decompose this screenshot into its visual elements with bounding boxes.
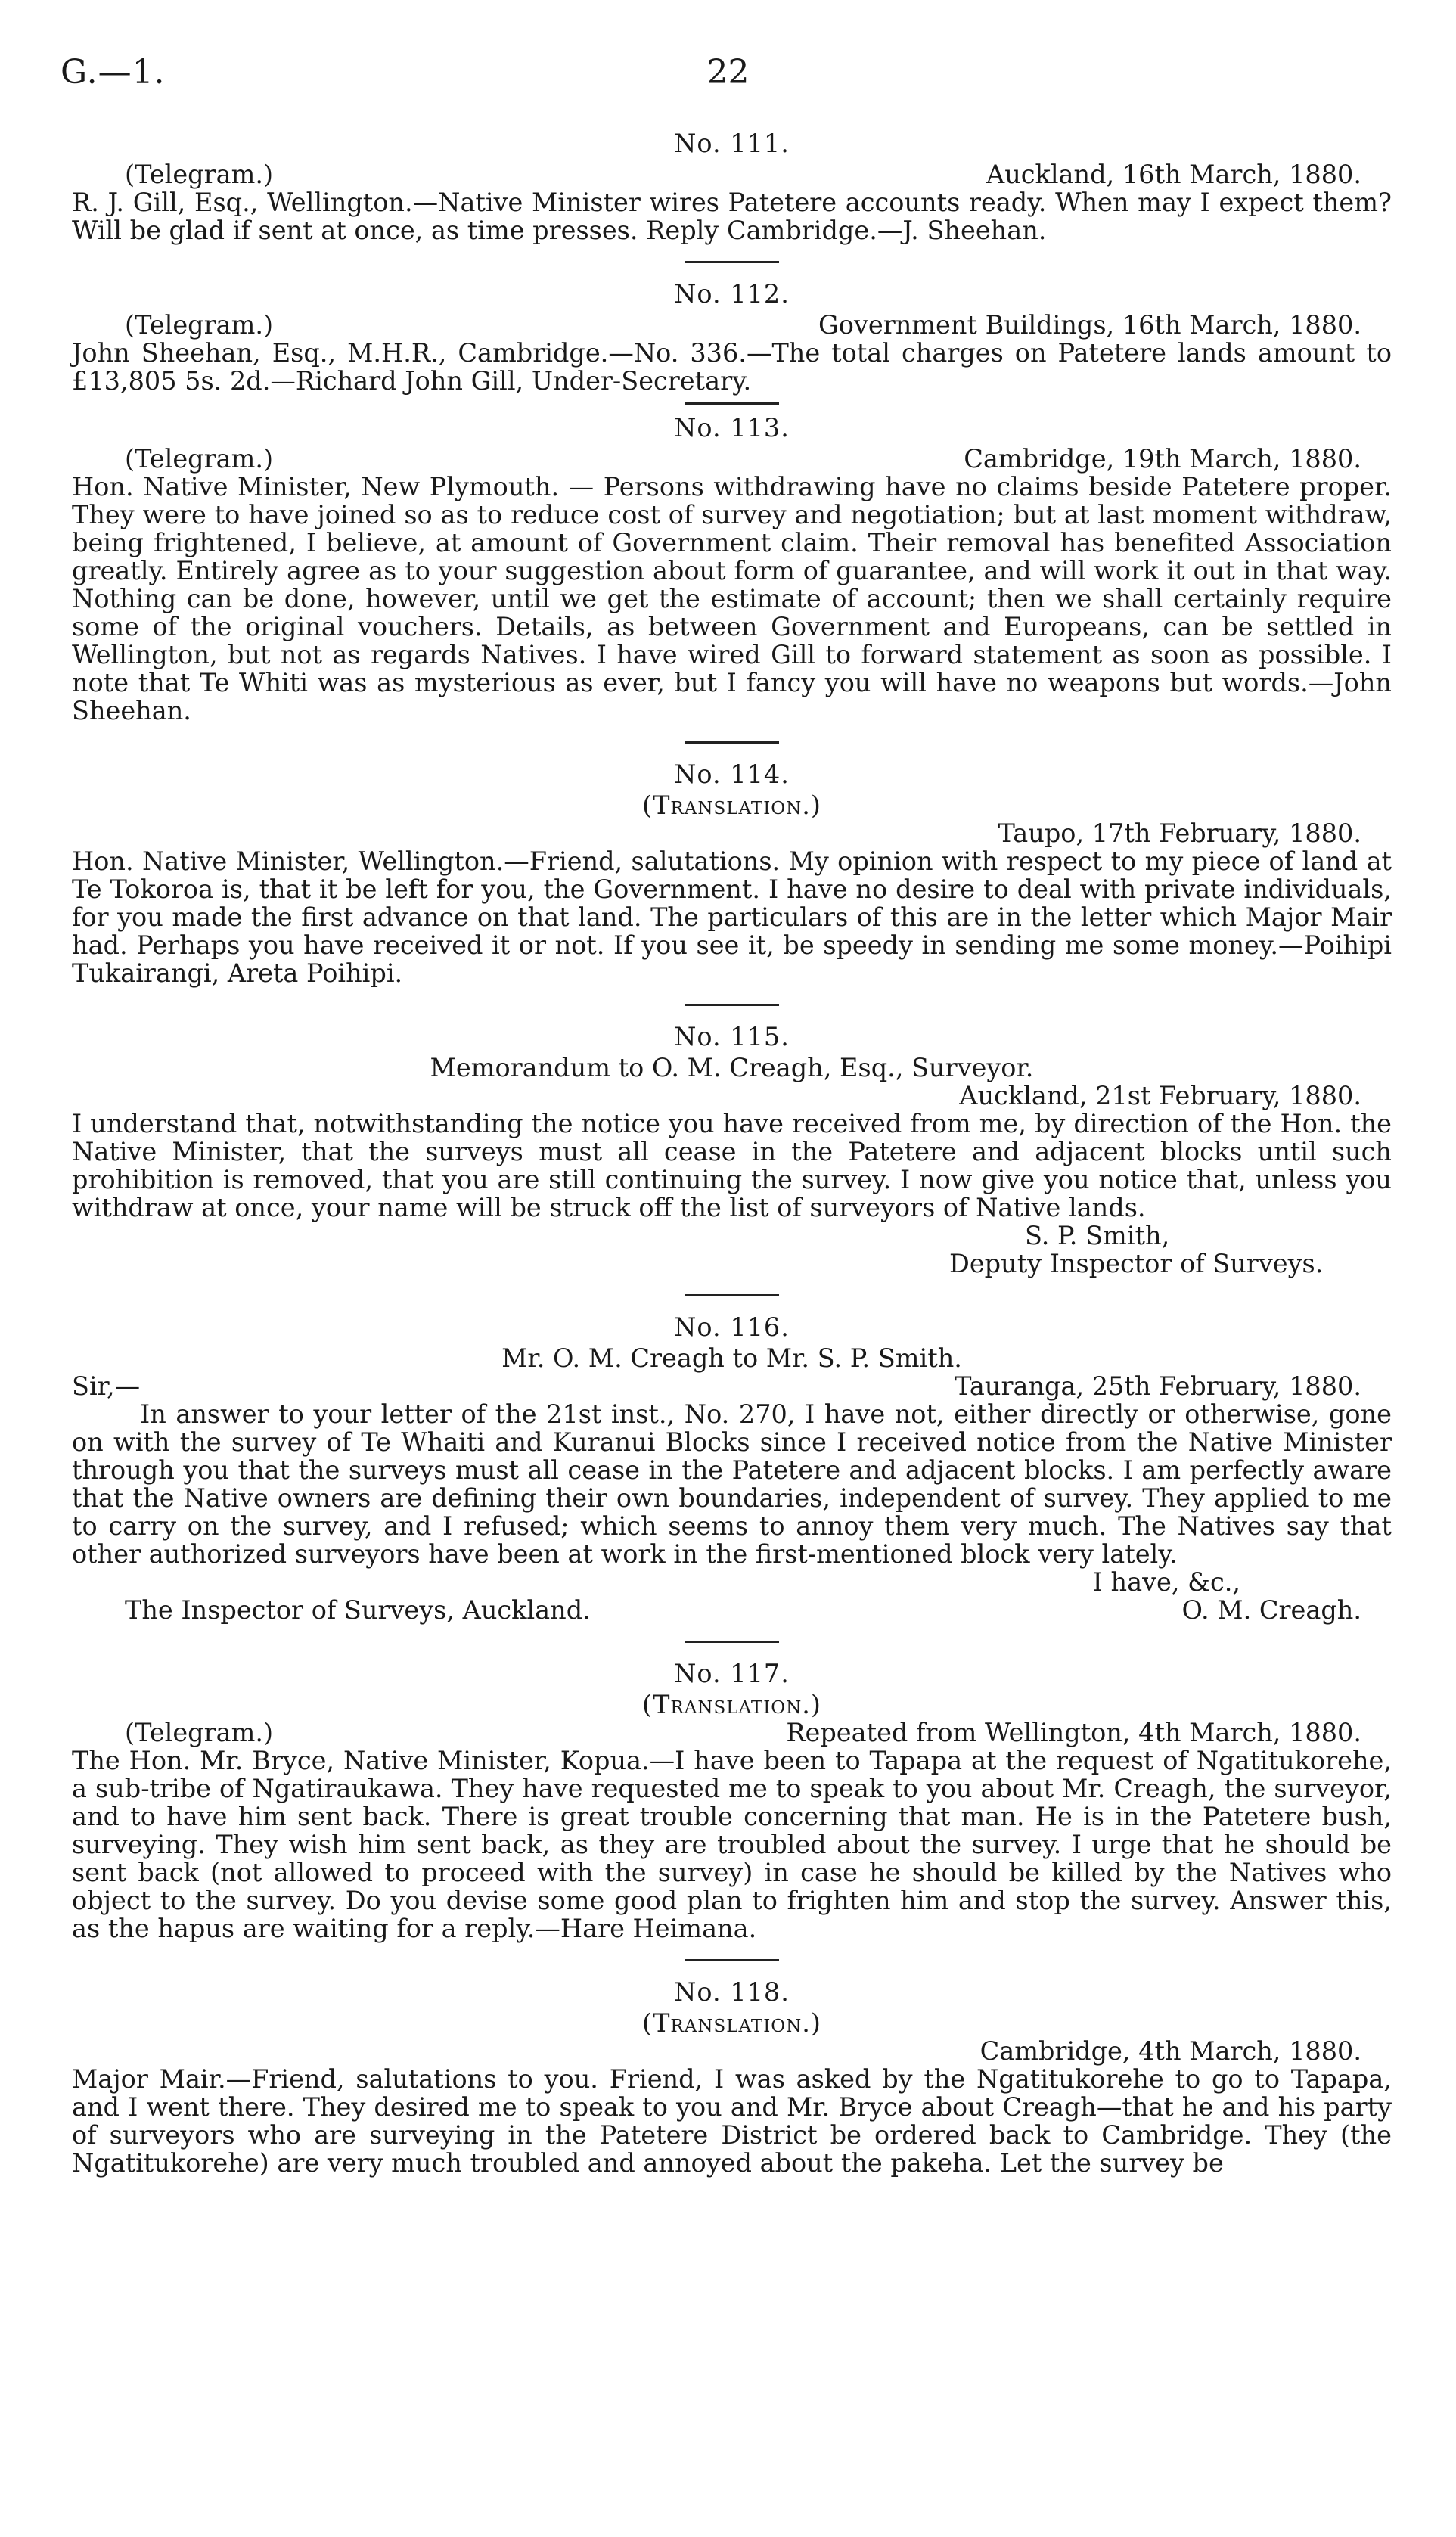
document-body (72, 125, 1392, 2177)
entry-117 (72, 1660, 1392, 1942)
entry-number: No. 111. (674, 129, 790, 158)
entry-text: John Sheehan, Esq., M.H.R., Cambridge.—No. 336.—The total charges on Patetere lands amount to £13,805 5s. 2d.—Richard John Gill, Under-Secretary. (72, 338, 1392, 396)
entry-number: No. 116. (674, 1312, 790, 1342)
page-header (0, 53, 1456, 106)
entry-number: No. 112. (674, 279, 790, 309)
closing: I have, &c., (1092, 1567, 1240, 1597)
letter-heading: Mr. O. M. Creagh to Mr. S. P. Smith. (501, 1343, 962, 1373)
separator-rule (685, 1959, 779, 1961)
place-date: Auckland, 21st February, 1880. (959, 1081, 1361, 1110)
place-date: Taupo, 17th February, 1880. (998, 818, 1361, 848)
signature-name: S. P. Smith, (1025, 1221, 1170, 1250)
sign-off-line (72, 1596, 1392, 1624)
dateline (72, 311, 1392, 339)
place-date: Auckland, 16th March, 1880. (986, 160, 1361, 189)
entry-111 (72, 129, 1392, 244)
separator-rule (685, 1004, 779, 1006)
entry-text: In answer to your letter of the 21st inst., No. 270, I have not, either directly or otherwise, gone on with the survey of Te Whaiti and Kuranui Blocks since I received notice from the Native Minister through you that the surveys must all cease in the Patetere and adjacent blocks. I am perfectly aware that the Native owners are defining their own boundaries, independent of survey. They applied to me to carry on the survey, and I refused; which seems to annoy them very much. The Natives say that other authorized surveyors have been at work in the first-mentioned block very lately. (72, 1399, 1392, 1569)
dateline (72, 1372, 1392, 1400)
entry-115 (72, 1023, 1392, 1278)
place-date: Cambridge, 4th March, 1880. (979, 2036, 1361, 2066)
place-date: Tauranga, 25th February, 1880. (955, 1371, 1361, 1401)
entry-text: Hon. Native Minister, New Plymouth. — Persons withdrawing have no claims beside Patetere proper. They were to have joined so as to reduce cost of survey and negotiation; but at last moment withdraw, being frightened, I believe, at amount of Government claim. Their removal has benefited Association greatly. Entirely agree as to your suggestion about form of guarantee, and will work it out in that way. Nothing can be done, however, until we get the estimate of account; then we shall certainly require some of the original vouchers. Details, as between Government and Europeans, can be settled in Wellington, but not as regards Natives. I have wired Gill to forward statement as soon as possible. I note that Te Whiti was as mysterious as ever, but I fancy you will have no weapons but words.—John Sheehan. (72, 472, 1392, 725)
telegram-label: (Telegram.) (125, 1718, 274, 1747)
telegram-label: (Telegram.) (125, 444, 274, 474)
entry-text: Major Mair.—Friend, salutations to you. Friend, I was asked by the Ngatitukorehe to go to Tapapa, and I went there. They desired me to speak to you and Mr. Bryce about Creagh—that he and his party of surveyors who are surveying in the Patetere District be ordered back to Cambridge. They (the Ngatitukorehe) are very much troubled and annoyed about the pakeha. Let the survey be (72, 2064, 1392, 2178)
entry-116 (72, 1313, 1392, 1624)
telegram-label: (Telegram.) (125, 310, 274, 340)
place-date: Government Buildings, 16th March, 1880. (818, 310, 1361, 340)
telegram-label: (Telegram.) (125, 160, 274, 189)
entry-number: No. 118. (674, 1977, 790, 2007)
entry-number: No. 117. (674, 1659, 790, 1688)
entry-text: Hon. Native Minister, Wellington.—Friend, salutations. My opinion with respect to my piece of land at Te Tokoroa is, that it be left for you, the Government. I have no desire to deal with private individuals, for you made the first advance on that land. The particulars of this are in the letter which Major Mair had. Perhaps you have received it or not. If you see it, be speedy in sending me some money.—Poihipi Tukairangi, Areta Poihipi. (72, 846, 1392, 988)
entry-114 (72, 760, 1392, 987)
signature-title: Deputy Inspector of Surveys. (949, 1249, 1324, 1278)
entry-number: No. 114. (674, 759, 790, 789)
translation-label: (Translation.) (642, 2008, 821, 2038)
page-number: 22 (706, 53, 750, 92)
translation-label: (Translation.) (642, 1690, 821, 1719)
entry-number: No. 113. (674, 413, 790, 442)
translation-label: (Translation.) (642, 790, 821, 820)
separator-rule (685, 1641, 779, 1643)
dateline (72, 1719, 1392, 1747)
entry-112 (72, 280, 1392, 395)
separator-rule (685, 741, 779, 744)
entry-text: I understand that, notwithstanding the notice you have received from me, by direction of the Hon. the Native Minister, that the surveys must all cease in the Patetere and adjacent blocks until such prohibition is removed, that you are still continuing the survey. I now give you notice that, unless you withdraw at once, your name will be struck off the list of surveyors of Native lands. (72, 1109, 1392, 1222)
entry-text: The Hon. Mr. Bryce, Native Minister, Kopua.—I have been to Tapapa at the request of Ngatitukorehe, a sub-tribe of Ngatiraukawa. They have requested me to speak to you about Mr. Creagh, the surveyor, and to have him sent back. There is great trouble concerning that man. He is in the Patetere bush, surveying. They wish him sent back, as they are troubled about the survey. I urge that he should be sent back (not allowed to proceed with the survey) in case he should be killed by the Natives who object to the survey. Do you devise some good plan to frighten him and stop the survey. Answer this, as the hapus are waiting for a reply.—Hare Heimana. (72, 1746, 1392, 1943)
separator-rule (685, 1294, 779, 1296)
salutation: Sir,— (72, 1371, 141, 1401)
signer: O. M. Creagh. (1181, 1595, 1361, 1625)
dateline (72, 160, 1392, 188)
series-code: G.—1. (61, 53, 166, 92)
separator-rule (685, 261, 779, 263)
dateline (72, 445, 1392, 473)
entry-number: No. 115. (674, 1022, 790, 1051)
addressee: The Inspector of Surveys, Auckland. (125, 1595, 591, 1625)
entry-118 (72, 1978, 1392, 2177)
memo-heading: Memorandum to O. M. Creagh, Esq., Surveyor. (430, 1053, 1034, 1082)
place-date: Repeated from Wellington, 4th March, 1880. (786, 1718, 1361, 1747)
entry-113 (72, 414, 1392, 725)
place-date: Cambridge, 19th March, 1880. (964, 444, 1361, 474)
entry-text: R. J. Gill, Esq., Wellington.—Native Minister wires Patetere accounts ready. When may I expect them? Will be glad if sent at once, as time presses. Reply Cambridge.—J. Sheehan. (72, 188, 1392, 245)
separator-rule (685, 402, 779, 405)
